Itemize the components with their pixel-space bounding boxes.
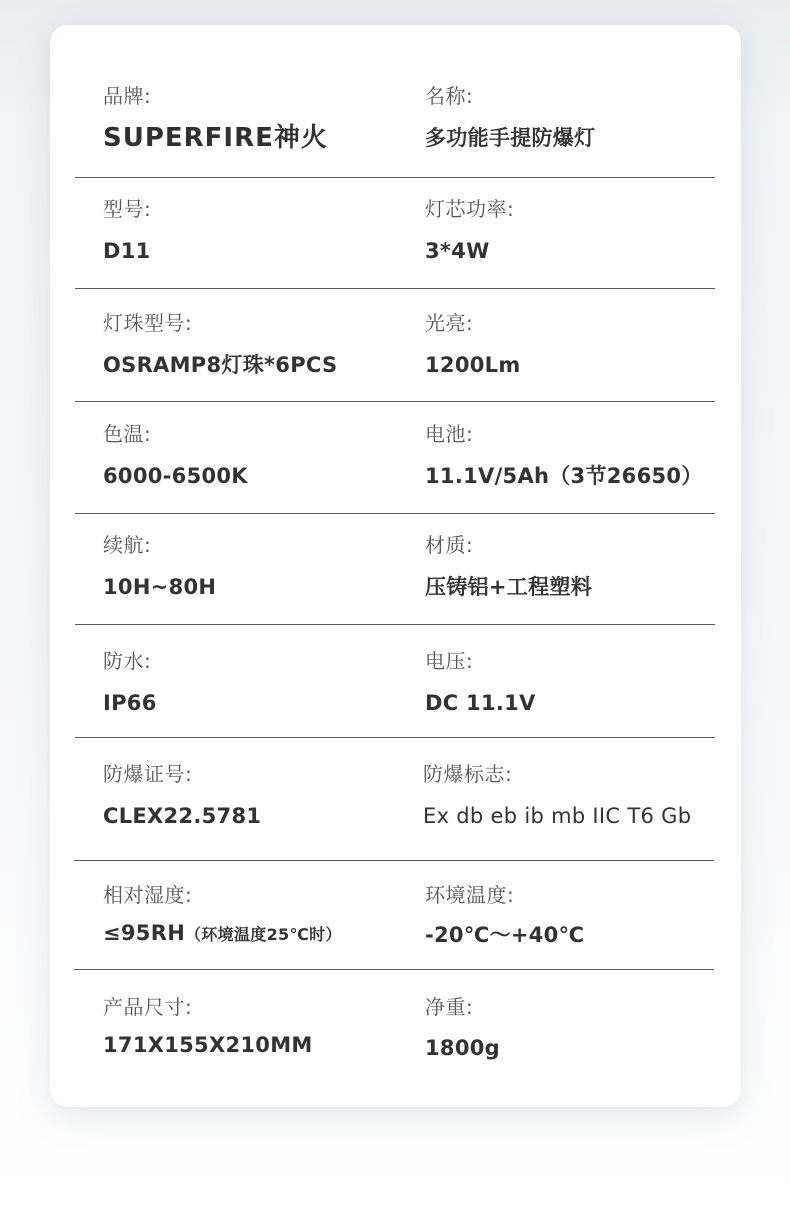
spec-label: 型号: bbox=[103, 197, 152, 221]
spec-value: IP66 bbox=[103, 691, 157, 715]
spec-dimensions bbox=[103, 995, 313, 1059]
spec-label: 产品尺寸: bbox=[103, 995, 193, 1019]
spec-waterproof bbox=[103, 649, 157, 717]
spec-label: 灯芯功率: bbox=[425, 197, 515, 221]
spec-label: 品牌: bbox=[103, 84, 152, 108]
spec-label: 净重: bbox=[425, 995, 474, 1019]
spec-value: 171X155X210MM bbox=[103, 1033, 313, 1057]
spec-ex-certificate bbox=[103, 762, 261, 830]
spec-material bbox=[425, 533, 592, 601]
spec-value: -20℃～+40℃ bbox=[425, 923, 585, 947]
spec-value: D11 bbox=[103, 239, 151, 263]
spec-battery bbox=[425, 422, 703, 490]
spec-label: 色温: bbox=[103, 422, 152, 446]
spec-value-note: （环境温度25℃时） bbox=[185, 925, 342, 944]
spec-value: 10H~80H bbox=[103, 575, 217, 599]
spec-card bbox=[50, 25, 741, 1107]
spec-value: 1800g bbox=[425, 1036, 500, 1060]
spec-value: DC 11.1V bbox=[425, 691, 536, 715]
spec-label: 防爆证号: bbox=[103, 762, 193, 786]
spec-model bbox=[103, 197, 151, 265]
spec-label: 环境温度: bbox=[425, 883, 515, 907]
spec-power bbox=[425, 197, 514, 265]
spec-runtime bbox=[103, 533, 216, 601]
spec-label: 名称: bbox=[425, 84, 474, 108]
row-divider bbox=[74, 860, 714, 861]
row-divider bbox=[75, 513, 715, 514]
spec-label: 光亮: bbox=[425, 311, 474, 335]
spec-value: 压铸铝+工程塑料 bbox=[425, 575, 592, 599]
spec-value bbox=[103, 919, 342, 949]
spec-label: 续航: bbox=[103, 533, 152, 557]
spec-value-brand: SUPERFIRE神火 bbox=[103, 123, 328, 153]
spec-label: 电池: bbox=[425, 422, 474, 446]
spec-label: 电压: bbox=[425, 649, 474, 673]
spec-value: Ex db eb ib mb IIC T6 Gb bbox=[423, 804, 692, 828]
spec-label: 防水: bbox=[103, 649, 152, 673]
spec-humidity bbox=[103, 883, 342, 949]
spec-color-temp bbox=[103, 422, 248, 490]
row-divider bbox=[75, 288, 715, 289]
spec-label: 防爆标志: bbox=[423, 762, 513, 786]
spec-value: OSRAMP8灯珠*6PCS bbox=[103, 353, 338, 377]
spec-label: 材质: bbox=[425, 533, 474, 557]
spec-value: 6000-6500K bbox=[103, 464, 248, 488]
spec-brand bbox=[103, 84, 328, 152]
spec-value-main: ≤95RH bbox=[103, 921, 186, 945]
row-divider bbox=[75, 624, 715, 625]
spec-ex-marking bbox=[423, 762, 691, 830]
row-divider bbox=[74, 969, 714, 970]
row-divider bbox=[75, 401, 715, 402]
spec-ambient-temp bbox=[425, 883, 584, 949]
spec-brightness bbox=[425, 311, 521, 379]
spec-net-weight bbox=[425, 995, 500, 1062]
spec-led-model bbox=[103, 311, 337, 379]
row-divider bbox=[75, 177, 715, 178]
spec-value: 11.1V/5Ah（3节26650） bbox=[425, 464, 703, 488]
spec-value: 1200Lm bbox=[425, 353, 521, 377]
spec-name bbox=[425, 84, 595, 152]
spec-value: 多功能手提防爆灯 bbox=[425, 126, 596, 150]
row-divider bbox=[75, 737, 715, 738]
spec-value: CLEX22.5781 bbox=[103, 804, 262, 828]
spec-value: 3*4W bbox=[425, 239, 490, 263]
spec-voltage bbox=[425, 649, 536, 717]
spec-label: 灯珠型号: bbox=[103, 311, 193, 335]
spec-label: 相对湿度: bbox=[103, 883, 193, 907]
